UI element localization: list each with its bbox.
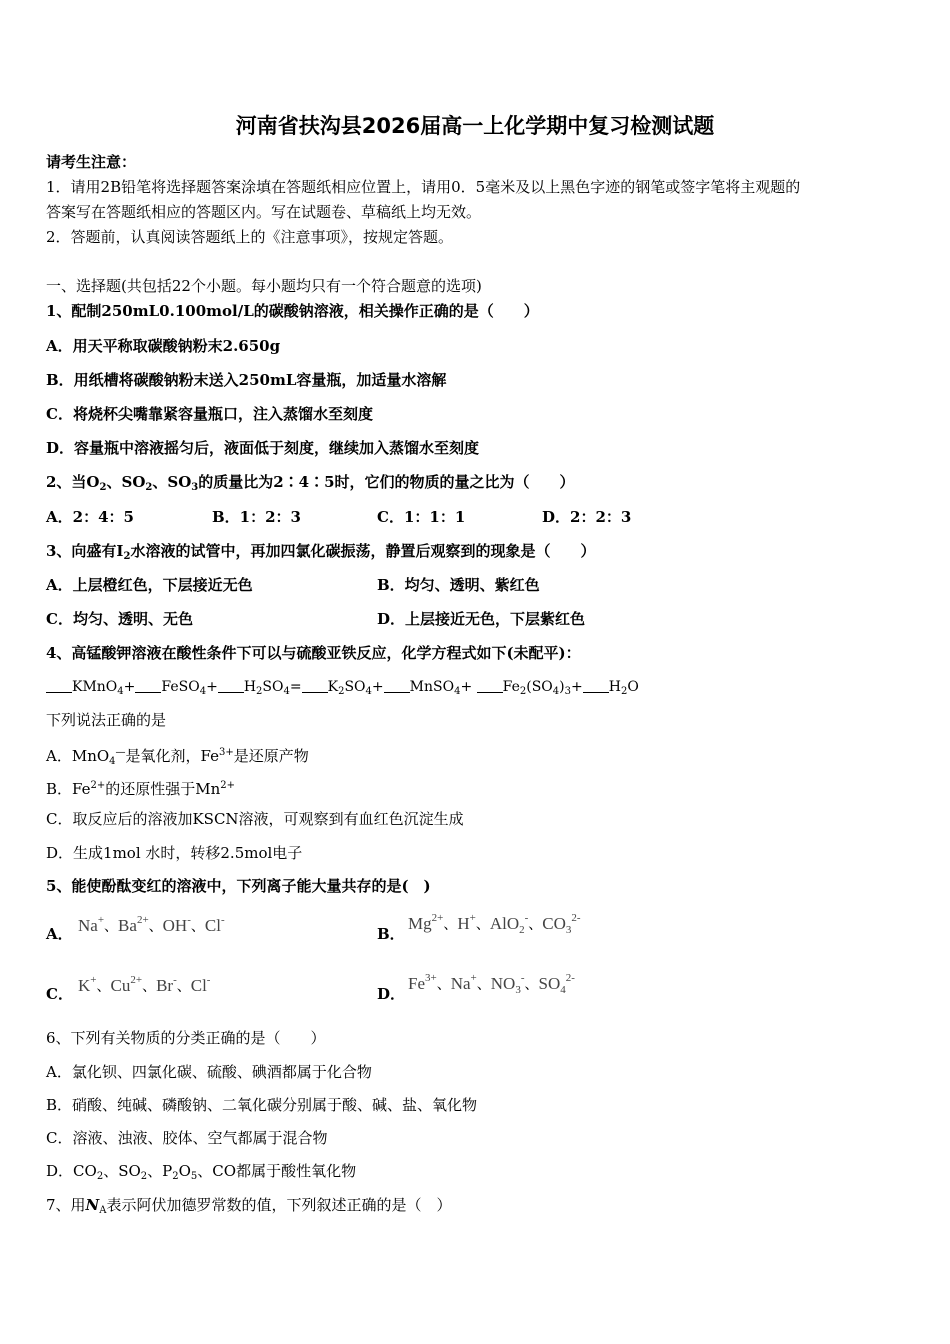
q2-option-b[interactable]: B．1：2：3	[212, 508, 301, 526]
q6-option-d[interactable]: D．$CO_2$、$SO_2$、$P_2O_5$、CO都属于酸性氧化物	[46, 1162, 357, 1182]
q4-equation: KMnO$_4$+ FeSO$_4$+ $H_2SO_4= K_2SO_4+$ MnSO$_4$+ $Fe_2(SO_4)_3+ H_2O$	[46, 677, 639, 702]
q1-option-b[interactable]: B．用纸槽将碳酸钠粉末送入250mL容量瓶，加适量水溶解	[46, 371, 447, 389]
q2-stem: 2、当$O_2$、$SO_2$、$SO_3$的质量比为2∶4∶5时，它们的物质的量之比为（ ）	[46, 473, 575, 493]
q5-label-b[interactable]: B．	[377, 925, 405, 943]
q4-option-a[interactable]: A．MnO$_4$—是氧化剂，$Fe^{3+}$是还原产物	[46, 747, 309, 767]
q1-option-a[interactable]: A．用天平称取碳酸钠粉末2.650g	[46, 337, 281, 355]
q2-option-d[interactable]: D．2：2：3	[542, 508, 632, 526]
notice-item-1b: 答案写在答题纸相应的答题区内。写在试题卷、草稿纸上均无效。	[46, 203, 482, 221]
q3-option-a[interactable]: A．上层橙红色，下层接近无色	[46, 576, 253, 594]
q1-stem: 1、配制250mL0.100mol/L的碳酸钠溶液，相关操作正确的是（ ）	[46, 302, 539, 320]
q1-option-d[interactable]: D．容量瓶中溶液摇匀后，液面低于刻度，继续加入蒸馏水至刻度	[46, 439, 480, 457]
q2-option-c[interactable]: C．1：1：1	[377, 508, 466, 526]
q4-option-b[interactable]: B．$Fe^{2+}$的还原性强于$Mn^{2+}$	[46, 780, 236, 798]
q6-option-b[interactable]: B．硝酸、纯碱、磷酸钠、二氧化碳分别属于酸、碱、盐、氧化物	[46, 1096, 478, 1114]
page-title: 河南省扶沟县2026届高一上化学期中复习检测试题	[235, 114, 715, 138]
q4-option-c[interactable]: C．取反应后的溶液加KSCN溶液，可观察到有血红色沉淀生成	[46, 810, 464, 828]
notice-item-1a: 1．请用2B铅笔将选择题答案涂填在答题纸相应位置上，请用0．5毫米及以上黑色字迹的钢笔或签字笔将主观题的	[46, 178, 801, 196]
q1-option-c[interactable]: C．将烧杯尖嘴靠紧容量瓶口，注入蒸馏水至刻度	[46, 405, 373, 423]
q5-option-b-ions[interactable]: $Mg^{2+}$、H+、AlO$_2$-、$CO_3^{2-}$	[408, 912, 581, 936]
q3-stem: 3、向盛有$I_2$水溶液的试管中，再加四氯化碳振荡，静置后观察到的现象是（ ）	[46, 542, 596, 562]
q5-label-d[interactable]: D．	[377, 985, 406, 1003]
q5-label-c[interactable]: C．	[46, 985, 73, 1003]
q5-stem: 5、能使酚酞变红的溶液中，下列离子能大量共存的是( )	[46, 877, 431, 895]
q3-option-d[interactable]: D．上层接近无色，下层紫红色	[377, 610, 586, 628]
q5-option-d-ions[interactable]: $Fe^{3+}$、Na+、$NO_3^-$、$SO_4^{2-}$	[408, 972, 575, 996]
q5-option-c-ions[interactable]: K+、$Cu^{2+}$、Br-、Cl-	[78, 974, 211, 995]
q4-intro: 下列说法正确的是	[46, 711, 167, 729]
q6-option-a[interactable]: A．氯化钡、四氯化碳、硫酸、碘酒都属于化合物	[46, 1063, 372, 1081]
q3-option-c[interactable]: C．均匀、透明、无色	[46, 610, 193, 628]
q7-stem: 7、用$N_A$表示阿伏加德罗常数的值，下列叙述正确的是（ ）	[46, 1196, 452, 1216]
q2-option-a[interactable]: A．2：4：5	[46, 508, 134, 526]
notice-item-2: 2．答题前，认真阅读答题纸上的《注意事项》，按规定答题。	[46, 228, 454, 246]
q4-option-d[interactable]: D．生成1mol 水时，转移2.5mol电子	[46, 844, 303, 862]
q5-option-a-ions[interactable]: Na+、$Ba^{2+}$、OH-、Cl-	[78, 914, 225, 935]
q3-option-b[interactable]: B．均匀、透明、紫红色	[377, 576, 540, 594]
q6-option-c[interactable]: C．溶液、浊液、胶体、空气都属于混合物	[46, 1129, 328, 1147]
q4-stem: 4、高锰酸钾溶液在酸性条件下可以与硫酸亚铁反应，化学方程式如下(未配平)：	[46, 644, 581, 662]
q5-label-a[interactable]: A．	[46, 925, 73, 943]
q6-stem: 6、下列有关物质的分类正确的是（ ）	[46, 1029, 326, 1047]
section-heading: 一、选择题(共包括22个小题。每小题均只有一个符合题意的选项)	[46, 277, 482, 295]
notice-heading: 请考生注意：	[46, 153, 137, 171]
